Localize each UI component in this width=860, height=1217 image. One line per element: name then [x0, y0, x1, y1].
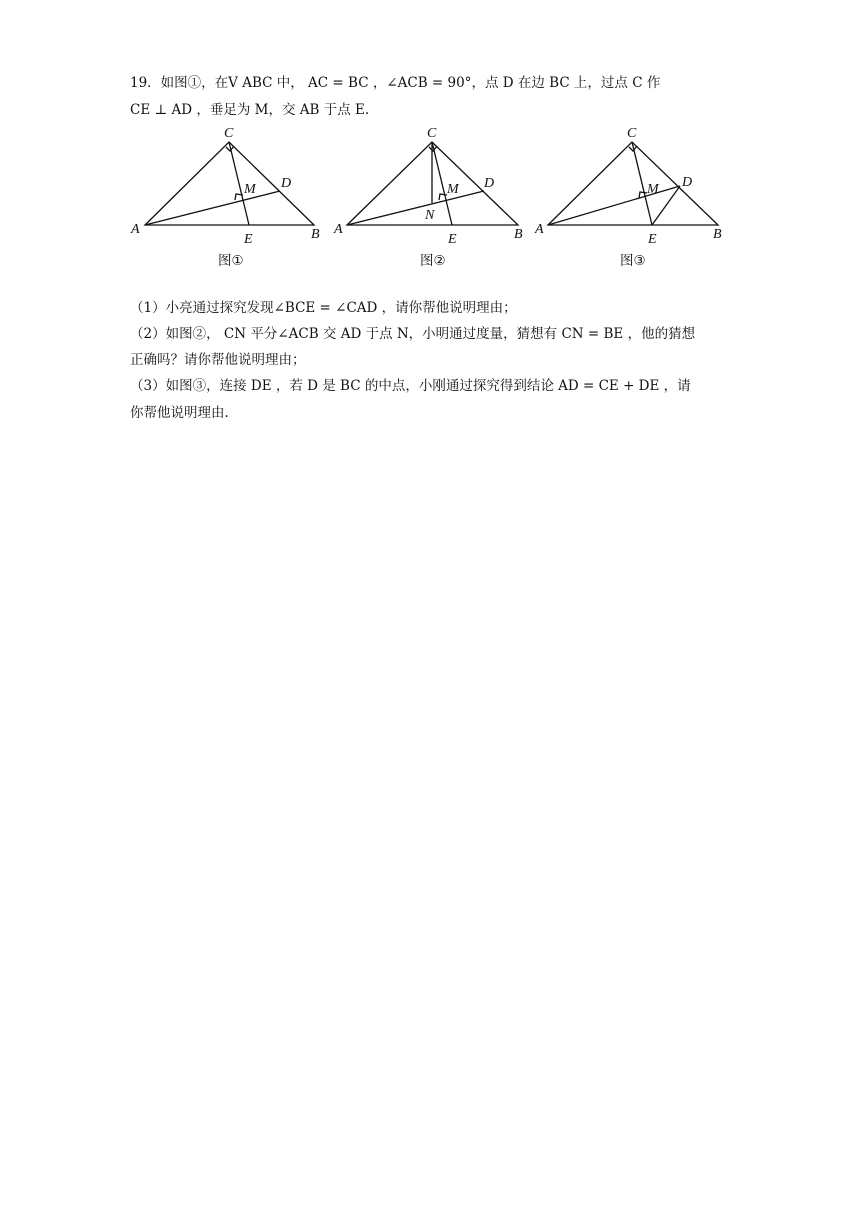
problem-stem-line-2: CE ⊥ AD ，垂足为 M，交 AB 于点 E.: [130, 102, 370, 118]
label-d: D: [281, 176, 292, 191]
label-e: E: [244, 232, 253, 247]
figure-2-diagram: [332, 118, 532, 268]
segment-ad: [347, 191, 484, 225]
question-2-line-2: 正确吗？请你帮他说明理由；: [130, 352, 306, 368]
label-c: C: [427, 126, 437, 141]
question-3-line-2: 你帮他说明理由.: [130, 405, 229, 421]
label-b: B: [514, 227, 523, 242]
question-2-line-1: （2）如图②， CN 平分∠ACB 交 AD 于点 N，小明通过度量，猜想有 CN = BE ，他的猜想: [130, 326, 696, 342]
label-e: E: [648, 232, 657, 247]
label-n: N: [425, 208, 435, 223]
label-b: B: [713, 227, 722, 242]
question-1: （1）小亮通过探究发现∠BCE = ∠CAD ，请你帮他说明理由；: [130, 300, 517, 316]
label-c: C: [224, 126, 234, 141]
triangle-abc: [548, 142, 718, 225]
label-m: M: [244, 182, 256, 197]
question-3-line-1: （3）如图③，连接 DE ，若 D 是 BC 的中点，小刚通过探究得到结论 AD = CE + DE ，请: [130, 378, 691, 394]
segment-ad: [145, 191, 280, 225]
label-c: C: [627, 126, 637, 141]
figure-2-caption: 图②: [420, 253, 446, 269]
label-m: M: [447, 182, 459, 197]
label-e: E: [448, 232, 457, 247]
label-d: D: [484, 176, 495, 191]
figure-3-caption: 图③: [620, 253, 646, 269]
label-a: A: [131, 222, 140, 237]
figure-1-caption: 图①: [218, 253, 244, 269]
label-a: A: [334, 222, 343, 237]
figure-3-diagram: [533, 118, 733, 268]
label-b: B: [311, 227, 320, 242]
figure-1-diagram: [128, 118, 328, 268]
label-d: D: [682, 175, 693, 190]
figure-3: [533, 118, 733, 268]
figure-1: [128, 118, 328, 268]
figure-2: [332, 118, 532, 268]
label-m: M: [647, 182, 659, 197]
label-a: A: [535, 222, 544, 237]
problem-stem-line-1: 19．如图①，在V ABC 中， AC = BC ，∠ACB = 90°，点 D 在边 BC 上，过点 C 作: [130, 75, 661, 91]
